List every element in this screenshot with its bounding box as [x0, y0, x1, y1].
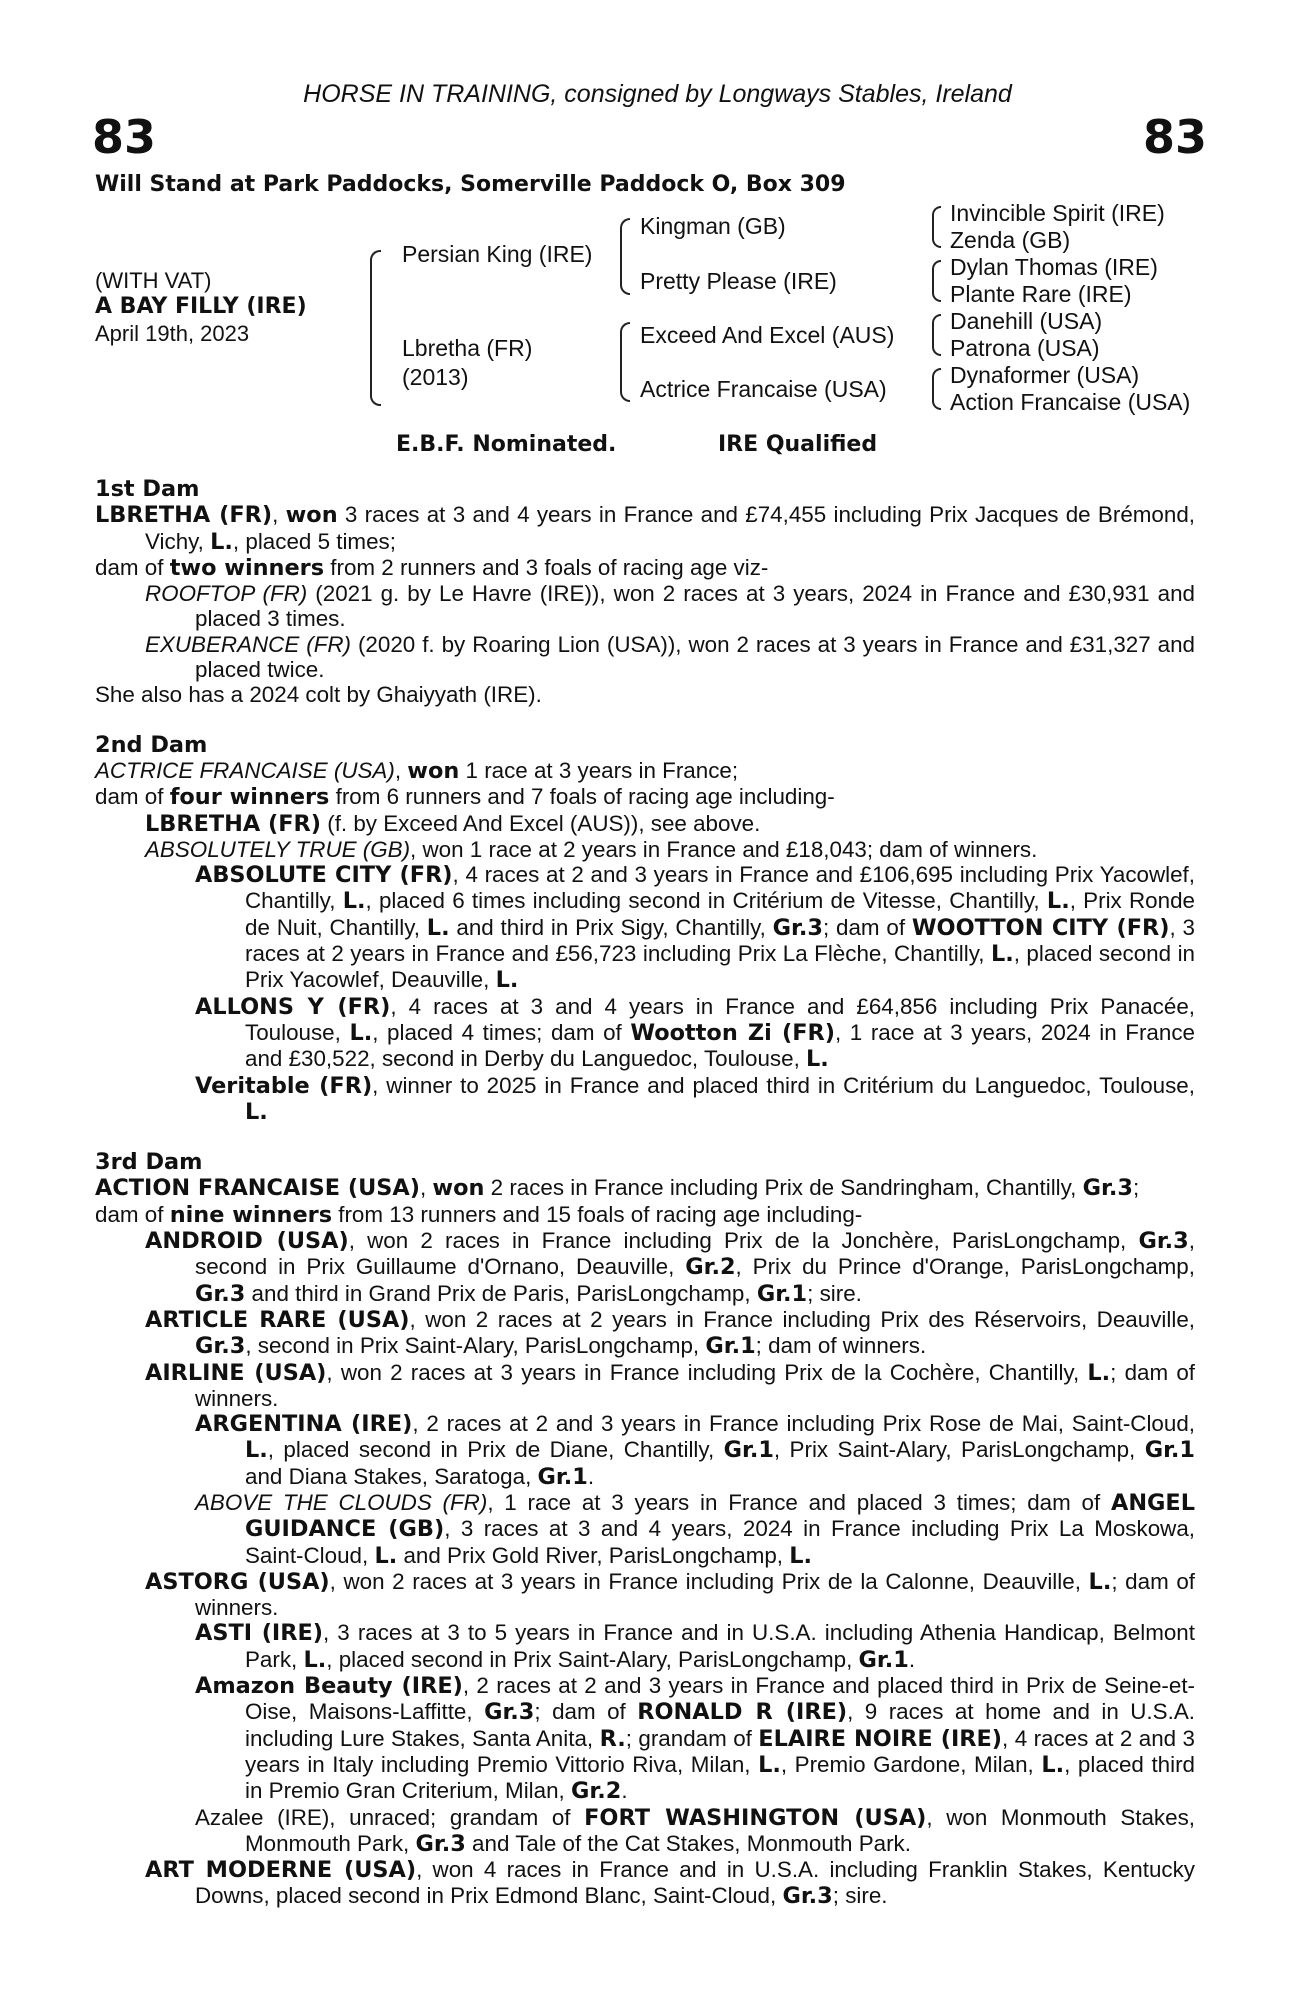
- dam-year: (2013): [402, 364, 469, 390]
- grand-ancestor: Danehill (USA): [950, 308, 1103, 334]
- produce-entry: Amazon Beauty (IRE), 2 races at 2 and 3 years in France and placed third in Prix de Seine-et-Oise, Maisons-Laffitte, Gr.3; dam of RONALD R (IRE), 9 races at home and in U.S.A. including Lure Stakes, Santa Anita, R.; grandam of ELAIRE NOIRE (IRE), 4 races at 2 and 3 years in Italy including Premio Vittorio Riva, Milan, L., Premio Gardone, Milan, L., placed third in Premio Gran Criterium, Milan, Gr.2.: [195, 1673, 1196, 1805]
- pedigree-brace: [370, 250, 381, 406]
- pedigree-brace: [932, 260, 941, 302]
- pedigree-brace: [932, 206, 941, 248]
- pedigree-brace: [620, 218, 630, 295]
- produce-entry: LBRETHA (FR) (f. by Exceed And Excel (AUS)), see above.: [145, 810, 761, 837]
- produce-entry: Azalee (IRE), unraced; grandam of FORT WASHINGTON (USA), won Monmouth Stakes, Monmouth Park, Gr.3 and Tale of the Cat Stakes, Monmouth Park.: [195, 1804, 1195, 1857]
- produce-entry: ABSOLUTE CITY (FR), 4 races at 2 and 3 years in France and £106,695 including Prix Yacowlef, Chantilly, L., placed 6 times including second in Critérium de Vitesse, Chantilly, L., Prix Ronde de Nuit, Chantilly, L. and third in Prix Sigy, Chantilly, Gr.3; dam of WOOTTON CITY (FR), 3 races at 2 years in France and £56,723 including Prix La Flèche, Chantilly, L., placed second in Prix Yacowlef, Deauville, L.: [195, 862, 1196, 994]
- sire: Persian King (IRE): [402, 241, 593, 267]
- dam-sire: Exceed And Excel (AUS): [640, 322, 895, 348]
- sire-dam: Pretty Please (IRE): [640, 268, 837, 294]
- dam-name: LBRETHA (FR): [95, 502, 273, 529]
- second-dam-heading: 2nd Dam: [95, 731, 208, 758]
- ire-qualified: IRE Qualified: [718, 432, 878, 457]
- consignment-line: HORSE IN TRAINING, consigned by Longways Stables, Ireland: [303, 80, 1012, 108]
- lot-number-left: 83: [92, 110, 157, 164]
- pedigree-brace: [932, 314, 941, 356]
- produce-entry: ROOFTOP (FR) (2021 g. by Le Havre (IRE)), won 2 races at 3 years, 2024 in France and £30,931 and placed 3 times.: [145, 581, 1195, 632]
- produce-note: She also has a 2024 colt by Ghaiyyath (IRE).: [95, 682, 542, 708]
- produce-summary: dam of two winners from 2 runners and 3 foals of racing age viz-: [95, 554, 769, 581]
- second-dam-record: ACTRICE FRANCAISE (USA), won 1 race at 3 years in France;: [95, 757, 739, 784]
- produce-entry: ASTI (IRE), 3 races at 3 to 5 years in France and in U.S.A. including Athenia Handicap, Belmont Park, L., placed second in Prix Saint-Alary, ParisLongchamp, Gr.1.: [195, 1620, 1195, 1673]
- family-record: [95, 477, 1195, 1910]
- grand-ancestor: Patrona (USA): [950, 335, 1100, 361]
- produce-entry: ALLONS Y (FR), 4 races at 3 and 4 years in France and £64,856 including Prix Panacée, Toulouse, L., placed 4 times; dam of Wootton Zi (FR), 1 race at 3 years, 2024 in France and £30,522, second in Derby du Languedoc, Toulouse, L.: [195, 993, 1195, 1073]
- first-dam-heading: 1st Dam: [95, 476, 200, 502]
- first-dam-record: LBRETHA (FR), won 3 races at 3 and 4 years in France and £74,455 including Prix Jacques de Brémond, Vichy, L., placed 5 times;: [95, 502, 1196, 555]
- produce-entry: ART MODERNE (USA), won 4 races in France and in U.S.A. including Franklin Stakes, Kentucky Downs, placed second in Prix Edmond Blanc, Saint-Cloud, Gr.3; sire.: [145, 1857, 1195, 1910]
- produce-entry: EXUBERANCE (FR) (2020 f. by Roaring Lion (USA)), won 2 races at 3 years in France and £31,327 and placed twice.: [145, 631, 1195, 683]
- won-label: won: [285, 502, 338, 529]
- grand-ancestor: Invincible Spirit (IRE): [950, 200, 1165, 226]
- produce-entry: ABSOLUTELY TRUE (GB), won 1 race at 2 years in France and £18,043; dam of winners.: [145, 836, 1038, 862]
- grand-ancestor: Dynaformer (USA): [950, 362, 1140, 388]
- produce-entry: AIRLINE (USA), won 2 races at 3 years in France including Prix de la Cochère, Chantilly, L.; dam of winners.: [145, 1359, 1195, 1411]
- lot-number-right: 83: [1142, 110, 1207, 164]
- produce-summary: dam of four winners from 6 runners and 7 foals of racing age including-: [95, 784, 835, 811]
- dam-dam: Actrice Francaise (USA): [640, 376, 887, 402]
- produce-entry: ARTICLE RARE (USA), won 2 races at 2 years in France including Prix des Réservoirs, Deauville, Gr.3, second in Prix Saint-Alary, ParisLongchamp, Gr.1; dam of winners.: [145, 1306, 1195, 1360]
- third-dam-heading: 3rd Dam: [95, 1149, 203, 1176]
- produce-entry: ARGENTINA (IRE), 2 races at 2 and 3 years in France including Prix Rose de Mai, Saint-Cloud, L., placed second in Prix de Diane, Chantilly, Gr.1, Prix Saint-Alary, ParisLongchamp, Gr.1 and Diana Stakes, Saratoga, Gr.1.: [195, 1411, 1195, 1490]
- foaling-date: April 19th, 2023: [95, 321, 250, 346]
- grand-ancestor: Dylan Thomas (IRE): [950, 254, 1158, 280]
- produce-entry: ASTORG (USA), won 2 races at 3 years in France including Prix de la Calonne, Deauville, L.; dam of winners.: [145, 1568, 1195, 1621]
- grand-ancestor: Plante Rare (IRE): [950, 281, 1132, 307]
- pedigree-brace: [620, 322, 630, 402]
- dam: Lbretha (FR): [402, 335, 533, 361]
- produce-entry: ANDROID (USA), won 2 races in France including Prix de la Jonchère, ParisLongchamp, Gr.3, second in Prix Guillaume d'Ornano, Deauville, Gr.2, Prix du Prince d'Orange, ParisLongchamp, Gr.3 and third in Grand Prix de Paris, ParisLongchamp, Gr.1; sire.: [145, 1228, 1195, 1307]
- produce-entry: Veritable (FR), winner to 2025 in France and placed third in Critérium du Languedoc, Toulouse, L.: [195, 1072, 1195, 1125]
- vat-note: (WITH VAT): [95, 268, 212, 293]
- horse-name: A BAY FILLY (IRE): [95, 294, 307, 319]
- third-dam-record: ACTION FRANCAISE (USA), won 2 races in France including Prix de Sandringham, Chantilly, Gr.3;: [95, 1175, 1140, 1202]
- produce-entry: ABOVE THE CLOUDS (FR), 1 race at 3 years in France and placed 3 times; dam of ANGEL GUIDANCE (GB), 3 races at 3 and 4 years, 2024 in France including Prix La Moskowa, Saint-Cloud, L. and Prix Gold River, ParisLongchamp, L.: [195, 1489, 1195, 1569]
- ebf-nomination: E.B.F. Nominated.: [396, 432, 617, 457]
- grand-ancestor: Action Francaise (USA): [950, 389, 1191, 415]
- stand-location: Will Stand at Park Paddocks, Somerville Paddock O, Box 309: [95, 172, 846, 197]
- grand-ancestor: Zenda (GB): [950, 227, 1071, 253]
- sire-sire: Kingman (GB): [640, 213, 786, 239]
- produce-summary: dam of nine winners from 13 runners and 15 foals of racing age including-: [95, 1201, 863, 1228]
- pedigree-brace: [932, 368, 941, 410]
